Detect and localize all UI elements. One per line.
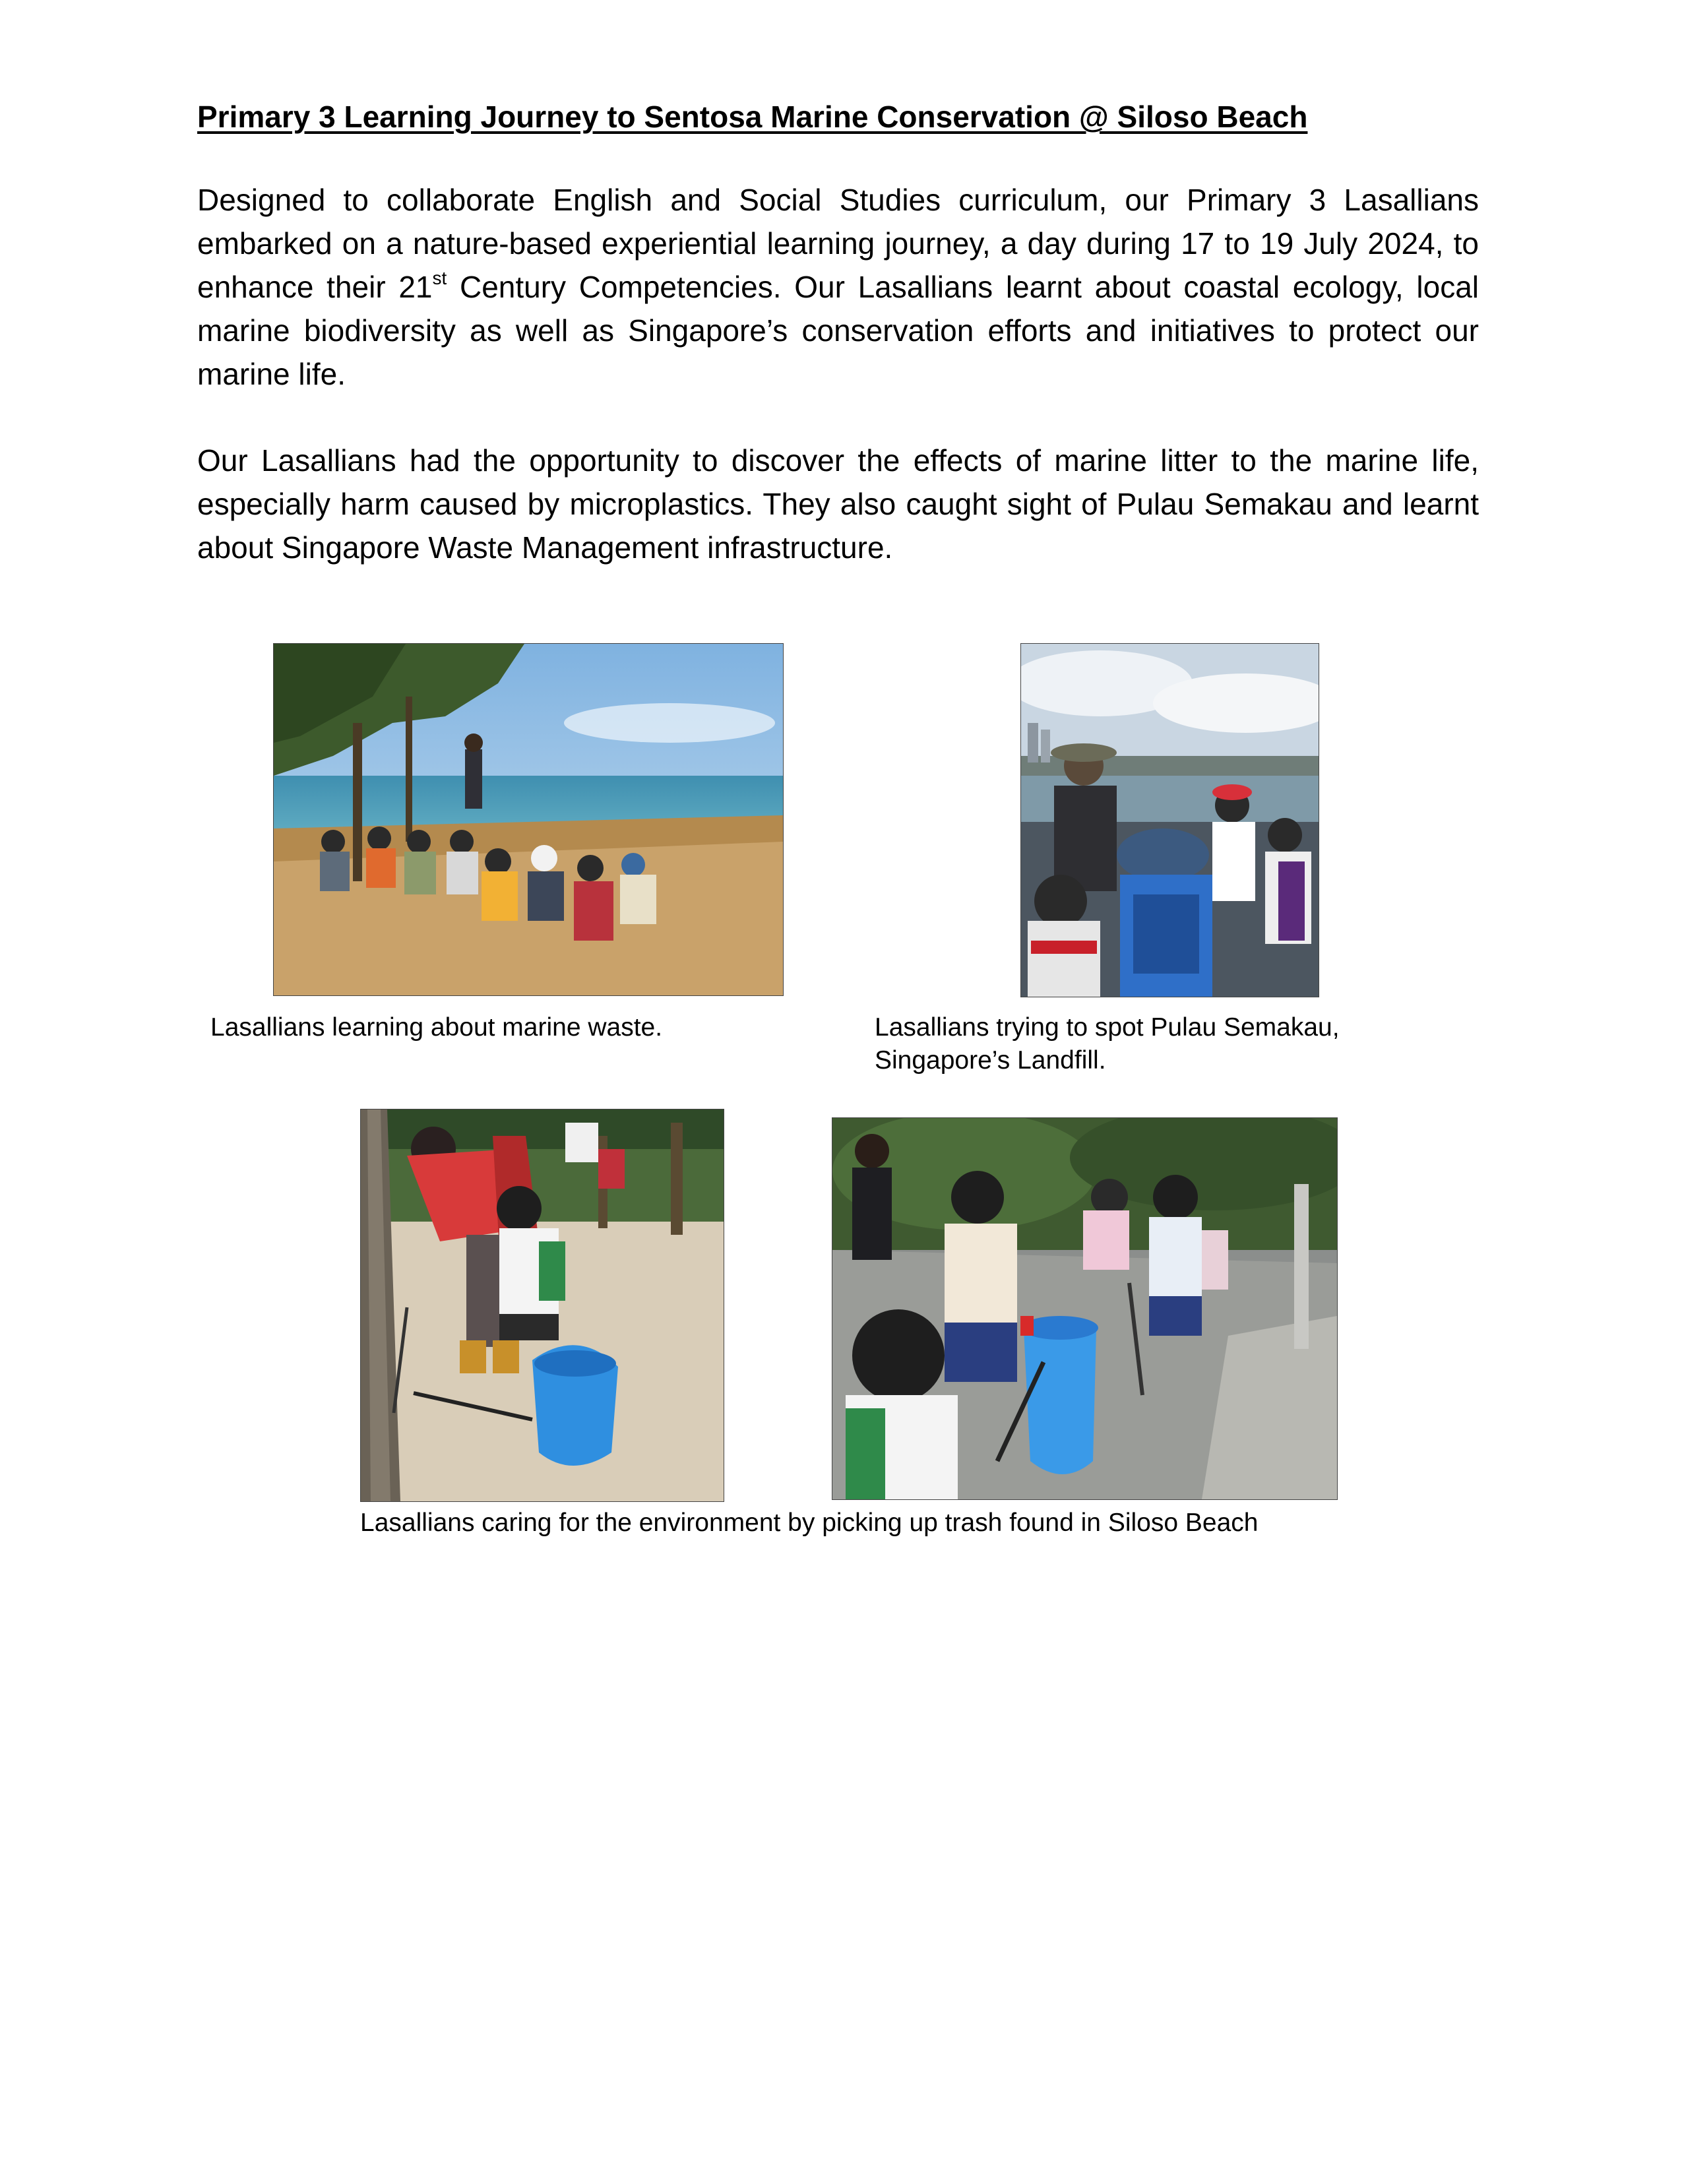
photo-trash-pickup-sand [360,1109,724,1502]
intro-text-part2: Century Competencies. Our Lasallians learnt about coastal ecology, local marine biodiversity as well as Singapore’s conservation efforts and initiatives to protect our marine life. [197,270,1479,391]
photo-spotting-pulau-semakau [1020,643,1319,997]
page-title: Primary 3 Learning Journey to Sentosa Marine Conservation @ Siloso Beach [197,100,1308,134]
details-paragraph: Our Lasallians had the opportunity to discover the effects of marine litter to the marine life, especially harm caused by microplastics. They also caught sight of Pulau Semakau and learnt about Singapore Waste Management infrastructure. [197,443,1479,565]
caption-trash-pickup: Lasallians caring for the environment by picking up trash found in Siloso Beach [360,1509,1259,1537]
caption-pulau-semakau-line2: Singapore’s Landfill. [875,1046,1106,1075]
caption-marine-waste: Lasallians learning about marine waste. [210,1013,663,1042]
caption-pulau-semakau [875,1011,1340,1077]
intro-paragraph [197,178,1479,396]
ordinal-suffix: st [432,268,447,288]
photo-marine-waste-lesson [273,643,784,996]
caption-pulau-semakau-line1: Lasallians trying to spot Pulau Semakau, [875,1013,1340,1042]
intro-text-part1: Designed to collaborate English and Social Studies curriculum, our Primary 3 Lasallians embarked on a nature-based experiential learning journey, a day during 17 to 19 July 2024, to enhance their 21 [197,183,1479,304]
photo-trash-pickup-path [832,1117,1338,1500]
